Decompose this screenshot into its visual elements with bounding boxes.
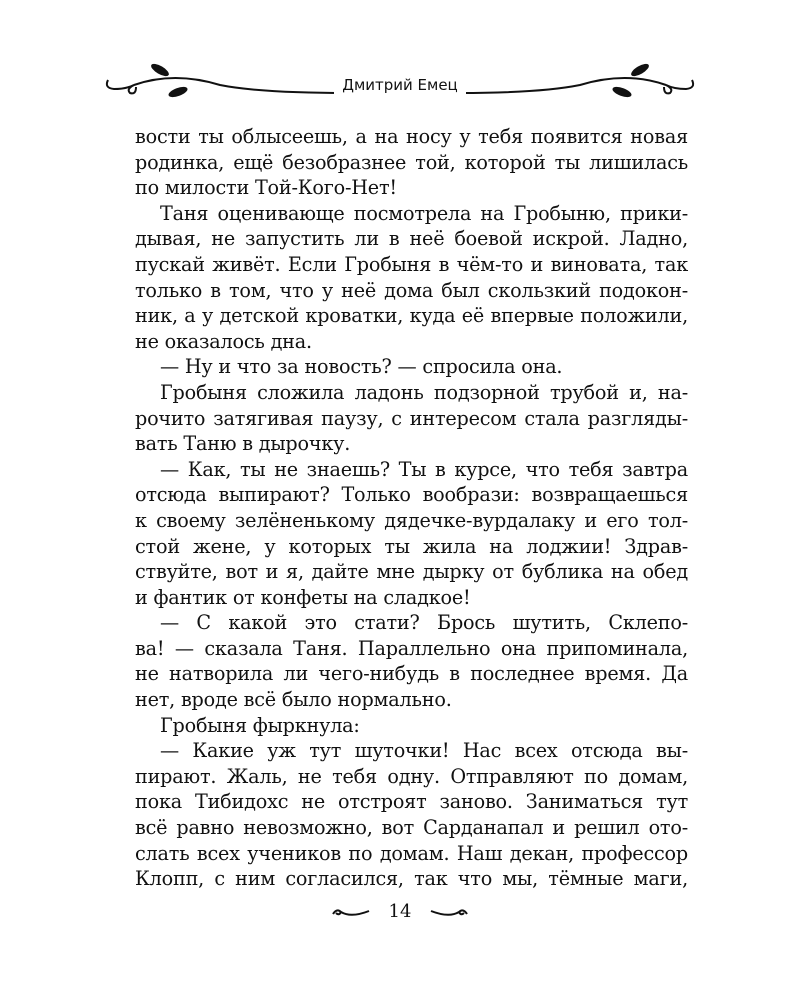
text-line: и фантик от конфеты на сладкое!: [135, 585, 471, 609]
text-line: родинка, ещё безобразнее той, которой ты лишилась: [135, 150, 688, 174]
text-line: всё равно невозможно, вот Сарданапал и решил ото-: [135, 816, 688, 840]
text-line: к своему зелёненькому дядечке-вурдалаку и его тол-: [135, 508, 688, 532]
page-footer: [0, 900, 800, 924]
text-line: — Какие уж тут шуточки! Нас всех отсюда вы-: [160, 739, 688, 763]
text-line: — Ну и что за новость? — спросила она.: [160, 355, 563, 379]
text-line: стой жене, у которых ты жила на лоджии! Здрав-: [135, 534, 688, 558]
text-line: дывая, не запустить ли в неё боевой искрой. Ладно,: [135, 227, 688, 251]
text-line: пока Тибидохс не отстроят заново. Заниматься тут: [135, 790, 688, 814]
text-line: нет, вроде всё было нормально.: [135, 688, 452, 712]
text-line: вости ты облысеешь, а на носу у тебя появится новая: [135, 125, 688, 148]
text-line: ствуйте, вот и я, дайте мне дырку от бублика на обед: [135, 560, 688, 584]
running-header: [100, 62, 700, 102]
text-line: только в том, что у неё дома был скользкий подокон-: [135, 278, 688, 302]
text-line: ник, а у детской кроватки, куда её впервые положили,: [135, 304, 688, 328]
text-line: по милости Той-Кого-Нет!: [135, 176, 397, 200]
flourish-right-icon: [429, 905, 469, 919]
text-line: Клопп, с ним согласился, так что мы, тёмные маги,: [135, 867, 688, 891]
text-line: рочито затягивая паузу, с интересом стала разгляды-: [135, 406, 688, 430]
flourish-left-icon: [331, 905, 371, 919]
text-line: — Как, ты не знаешь? Ты в курсе, что тебя завтра: [160, 457, 688, 481]
text-line: пирают. Жаль, не тебя одну. Отправляют по домам,: [135, 764, 688, 788]
text-line: Гробыня сложила ладонь подзорной трубой и, на-: [160, 380, 688, 404]
page-number: 14: [388, 901, 412, 922]
text-line: не оказалось дна.: [135, 329, 312, 353]
text-line: Гробыня фыркнула:: [160, 713, 360, 737]
text-line: ва! — сказала Таня. Параллельно она припоминала,: [135, 636, 688, 660]
text-line: — С какой это стати? Брось шутить, Склепо-: [160, 611, 688, 635]
text-line: не натворила ли чего-нибудь в последнее время. Да: [135, 662, 688, 686]
author-name: Дмитрий Емец: [334, 76, 466, 94]
text-line: слать всех учеников по домам. Наш декан, профессор: [135, 841, 688, 865]
text-line: отсюда выпирают? Только вообрази: возвращаешься: [135, 483, 688, 507]
text-line: Таня оценивающе посмотрела на Гробыню, прики-: [160, 201, 688, 225]
page-body-text: [135, 124, 688, 892]
text-line: вать Таню в дырочку.: [135, 432, 351, 456]
text-line: пускай живёт. Если Гробыня в чём-то и виновата, так: [135, 252, 688, 276]
